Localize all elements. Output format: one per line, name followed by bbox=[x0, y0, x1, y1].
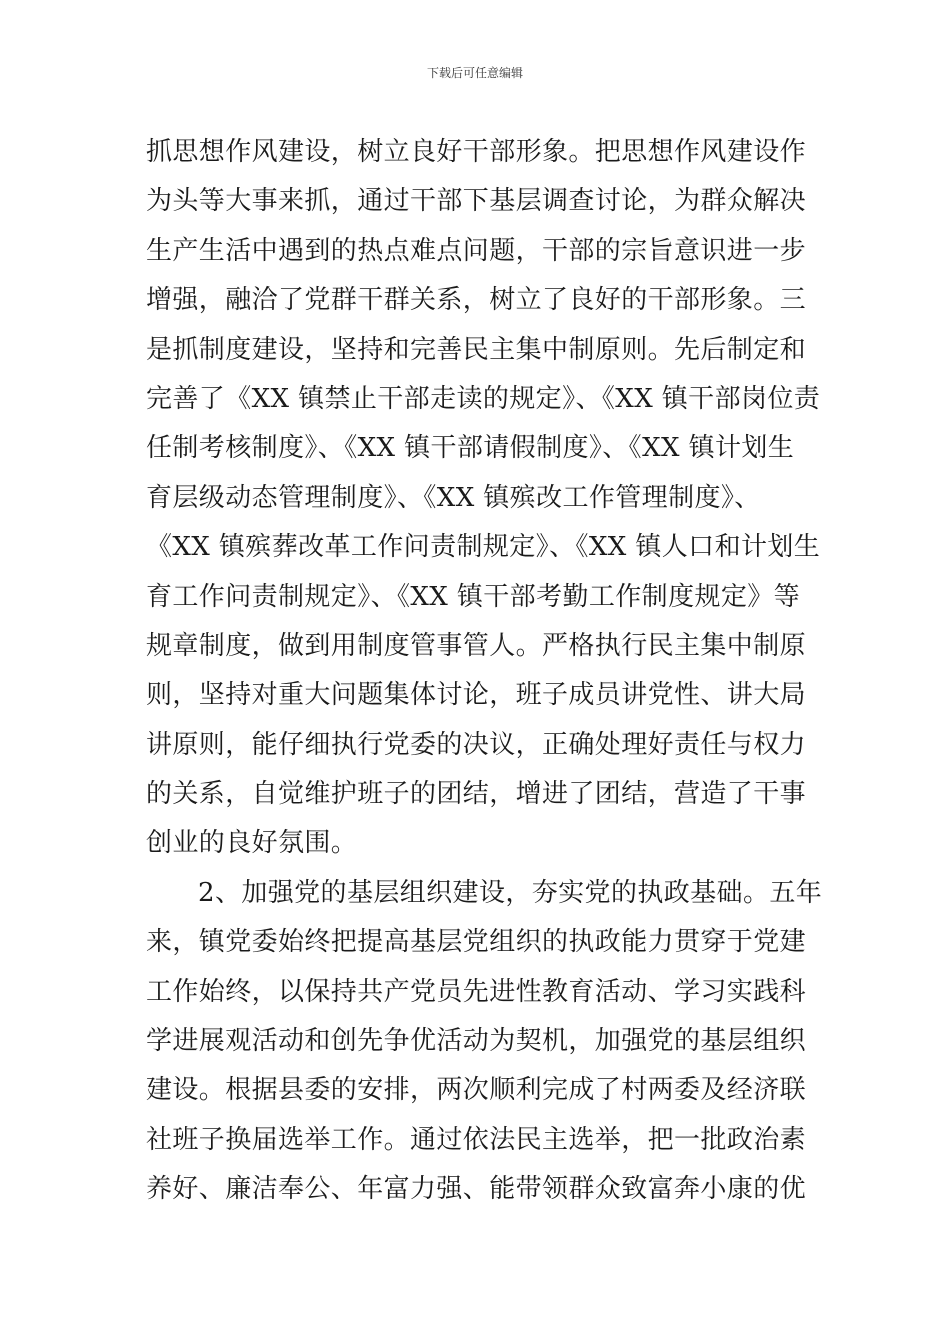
document-body bbox=[146, 128, 823, 1215]
body-line: 育工作问责制规定》、《XX 镇干部考勤工作制度规定》等 bbox=[146, 581, 801, 612]
body-line: 任制考核制度》、《XX 镇干部请假制度》、《XX 镇计划生 bbox=[146, 433, 795, 464]
body-line: 育层级动态管理制度》、《XX 镇殡改工作管理制度》、 bbox=[146, 482, 761, 513]
body-line: 《XX 镇殡葬改革工作问责制规定》、《XX 镇人口和计划生 bbox=[146, 532, 821, 563]
body-line: 完善了《XX 镇禁止干部走读的规定》、《XX 镇干部岗位责 bbox=[146, 383, 821, 414]
body-line: 创业的良好氛围。 bbox=[146, 828, 358, 859]
body-line: 规章制度，做到用制度管事管人。严格执行民主集中制原 bbox=[146, 630, 807, 661]
body-line: 社班子换届选举工作。通过依法民主选举，把一批政治素 bbox=[146, 1124, 807, 1155]
body-line: 建设。根据县委的安排，两次顺利完成了村两委及经济联 bbox=[146, 1075, 807, 1106]
body-line: 是抓制度建设，坚持和完善民主集中制原则。先后制定和 bbox=[146, 334, 807, 365]
paragraph-2-first-line: 2、加强党的基层组织建设，夯实党的执政基础。五年 bbox=[198, 877, 823, 908]
body-line: 讲原则，能仔细执行党委的决议，正确处理好责任与权力 bbox=[146, 729, 807, 760]
body-line: 生产生活中遇到的热点难点问题，干部的宗旨意识进一步 bbox=[146, 235, 807, 266]
page-header-note: 下载后可任意编辑 bbox=[426, 66, 523, 80]
body-line: 学进展观活动和创先争优活动为契机，加强党的基层组织 bbox=[146, 1026, 807, 1057]
body-line: 为头等大事来抓，通过干部下基层调查讨论，为群众解决 bbox=[146, 186, 807, 217]
body-line: 增强，融洽了党群干群关系，树立了良好的干部形象。三 bbox=[146, 285, 807, 316]
body-line: 养好、廉洁奉公、年富力强、能带领群众致富奔小康的优 bbox=[146, 1174, 807, 1205]
body-line: 抓思想作风建设，树立良好干部形象。把思想作风建设作 bbox=[146, 137, 807, 167]
body-line: 则，坚持对重大问题集体讨论，班子成员讲党性、讲大局 bbox=[146, 680, 807, 711]
body-line: 来，镇党委始终把提高基层党组织的执政能力贯穿于党建 bbox=[146, 927, 807, 958]
body-line: 的关系，自觉维护班子的团结，增进了团结，营造了干事 bbox=[146, 779, 807, 810]
body-line: 工作始终，以保持共产党员先进性教育活动、学习实践科 bbox=[146, 976, 807, 1007]
